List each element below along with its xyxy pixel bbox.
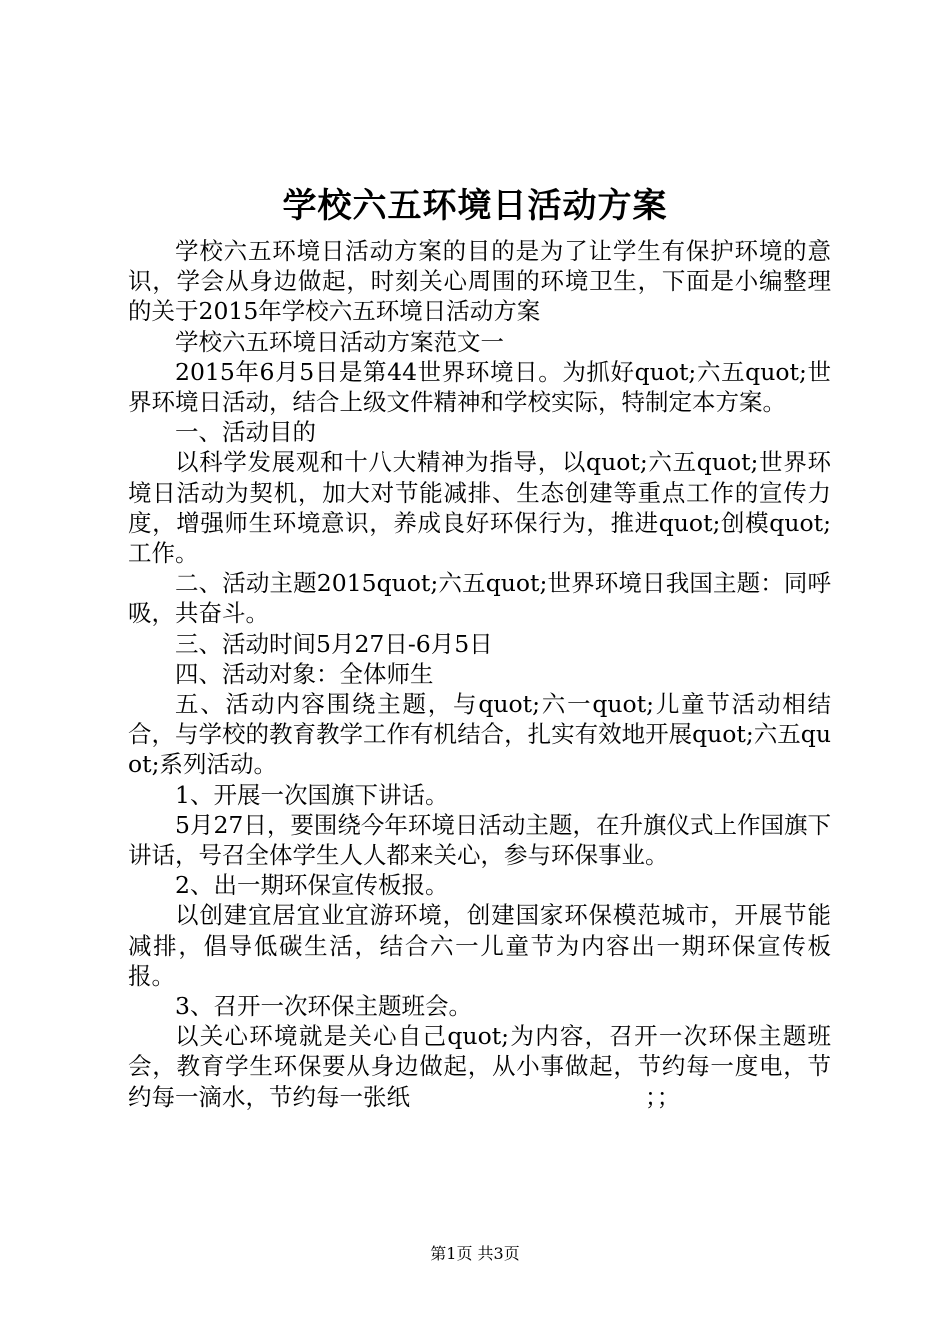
- paragraph-theme: 二、活动主题2015quot;六五quot;世界环境日我国主题：同呼吸，共奋斗。: [128, 569, 831, 628]
- paragraph-item-1: 5月27日，要围绕今年环境日活动主题，在升旗仪式上作国旗下讲话，号召全体学生人人都来关心，参与环保事业。: [128, 810, 831, 870]
- paragraph-item-2: 以创建宜居宜业宜游环境，创建国家环保模范城市，开展节能减排，倡导低碳生活，结合六一儿童节为内容出一期环保宣传板报。: [128, 901, 831, 990]
- page-footer: 第1页 共3页: [430, 1244, 520, 1263]
- paragraph-intro: 学校六五环境日活动方案的目的是为了让学生有保护环境的意识，学会从身边做起，时刻关心周围的环境卫生，下面是小编整理的关于2015年学校六五环境日活动方案: [128, 237, 831, 326]
- document-body: [128, 236, 831, 1112]
- paragraph-content: 五、活动内容围绕主题，与quot;六一quot;儿童节活动相结合，与学校的教育教学工作有机结合，扎实有效地开展quot;六五quot;系列活动。: [128, 690, 831, 779]
- paragraph-item-2-heading: 2、出一期环保宣传板报。: [175, 871, 449, 900]
- paragraph-sample-heading: 学校六五环境日活动方案范文一: [175, 327, 504, 356]
- paragraph-purpose: 以科学发展观和十八大精神为指导，以quot;六五quot;世界环境日活动为契机，加大对节能减排、生态创建等重点工作的宣传力度，增强师生环境意识，养成良好环保行为，推进quot;创模quot;工作。: [128, 448, 831, 568]
- paragraph-background: 2015年6月5日是第44世界环境日。为抓好quot;六五quot;世界环境日活动，结合上级文件精神和学校实际，特制定本方案。: [128, 357, 831, 417]
- document-title: 学校六五环境日活动方案: [282, 186, 668, 226]
- paragraph-audience: 四、活动对象：全体师生: [175, 659, 434, 688]
- paragraph-section-purpose: 一、活动目的: [175, 418, 316, 447]
- paragraph-item-3: 以关心环境就是关心自己quot;为内容，召开一次环保主题班会，教育学生环保要从身边做起，从小事做起，节约每一度电，节约每一滴水，节约每一张纸 ；；: [128, 1022, 831, 1111]
- paragraph-time: 三、活动时间5月27日-6月5日: [175, 629, 493, 658]
- paragraph-item-3-heading: 3、召开一次环保主题班会。: [175, 992, 472, 1021]
- paragraph-item-1-heading: 1、开展一次国旗下讲话。: [175, 780, 449, 809]
